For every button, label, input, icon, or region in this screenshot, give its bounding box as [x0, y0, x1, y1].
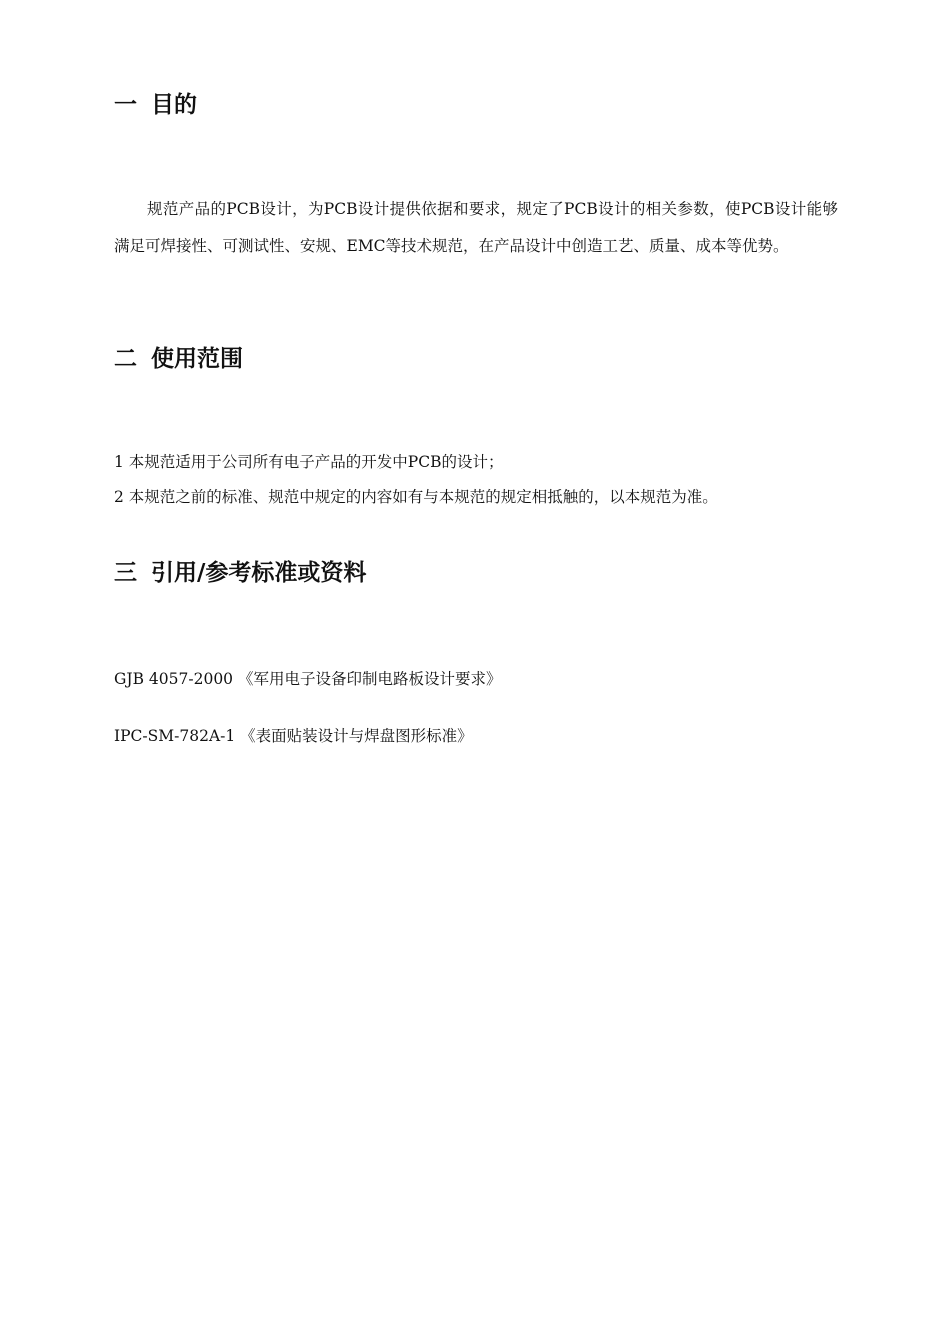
- section-title: 引用/参考标准或资料: [151, 560, 367, 586]
- reference-item: IPC-SM-782A-1 《表面贴装设计与焊盘图形标准》: [114, 727, 473, 745]
- section-number: 二: [114, 346, 137, 372]
- scope-item: 2 本规范之前的标准、规范中规定的内容如有与本规范的规定相抵触的，以本规范为准。: [114, 488, 718, 506]
- section-heading-references: [114, 558, 366, 588]
- section-heading-purpose: [114, 90, 197, 120]
- section-number: 三: [114, 560, 137, 586]
- reference-item: GJB 4057-2000 《军用电子设备印制电路板设计要求》: [114, 670, 502, 688]
- section-heading-scope: [114, 344, 243, 374]
- section-number: 一: [114, 92, 137, 118]
- section-title: 目的: [151, 92, 197, 118]
- scope-item: 1 本规范适用于公司所有电子产品的开发中PCB的设计；: [114, 453, 504, 471]
- section-title: 使用范围: [151, 346, 243, 372]
- purpose-paragraph: 规范产品的PCB设计，为PCB设计提供依据和要求，规定了PCB设计的相关参数，使PCB设计能够满足可焊接性、可测试性、安规、EMC等技术规范，在产品设计中创造工艺、质量、成本等优势。: [114, 200, 838, 255]
